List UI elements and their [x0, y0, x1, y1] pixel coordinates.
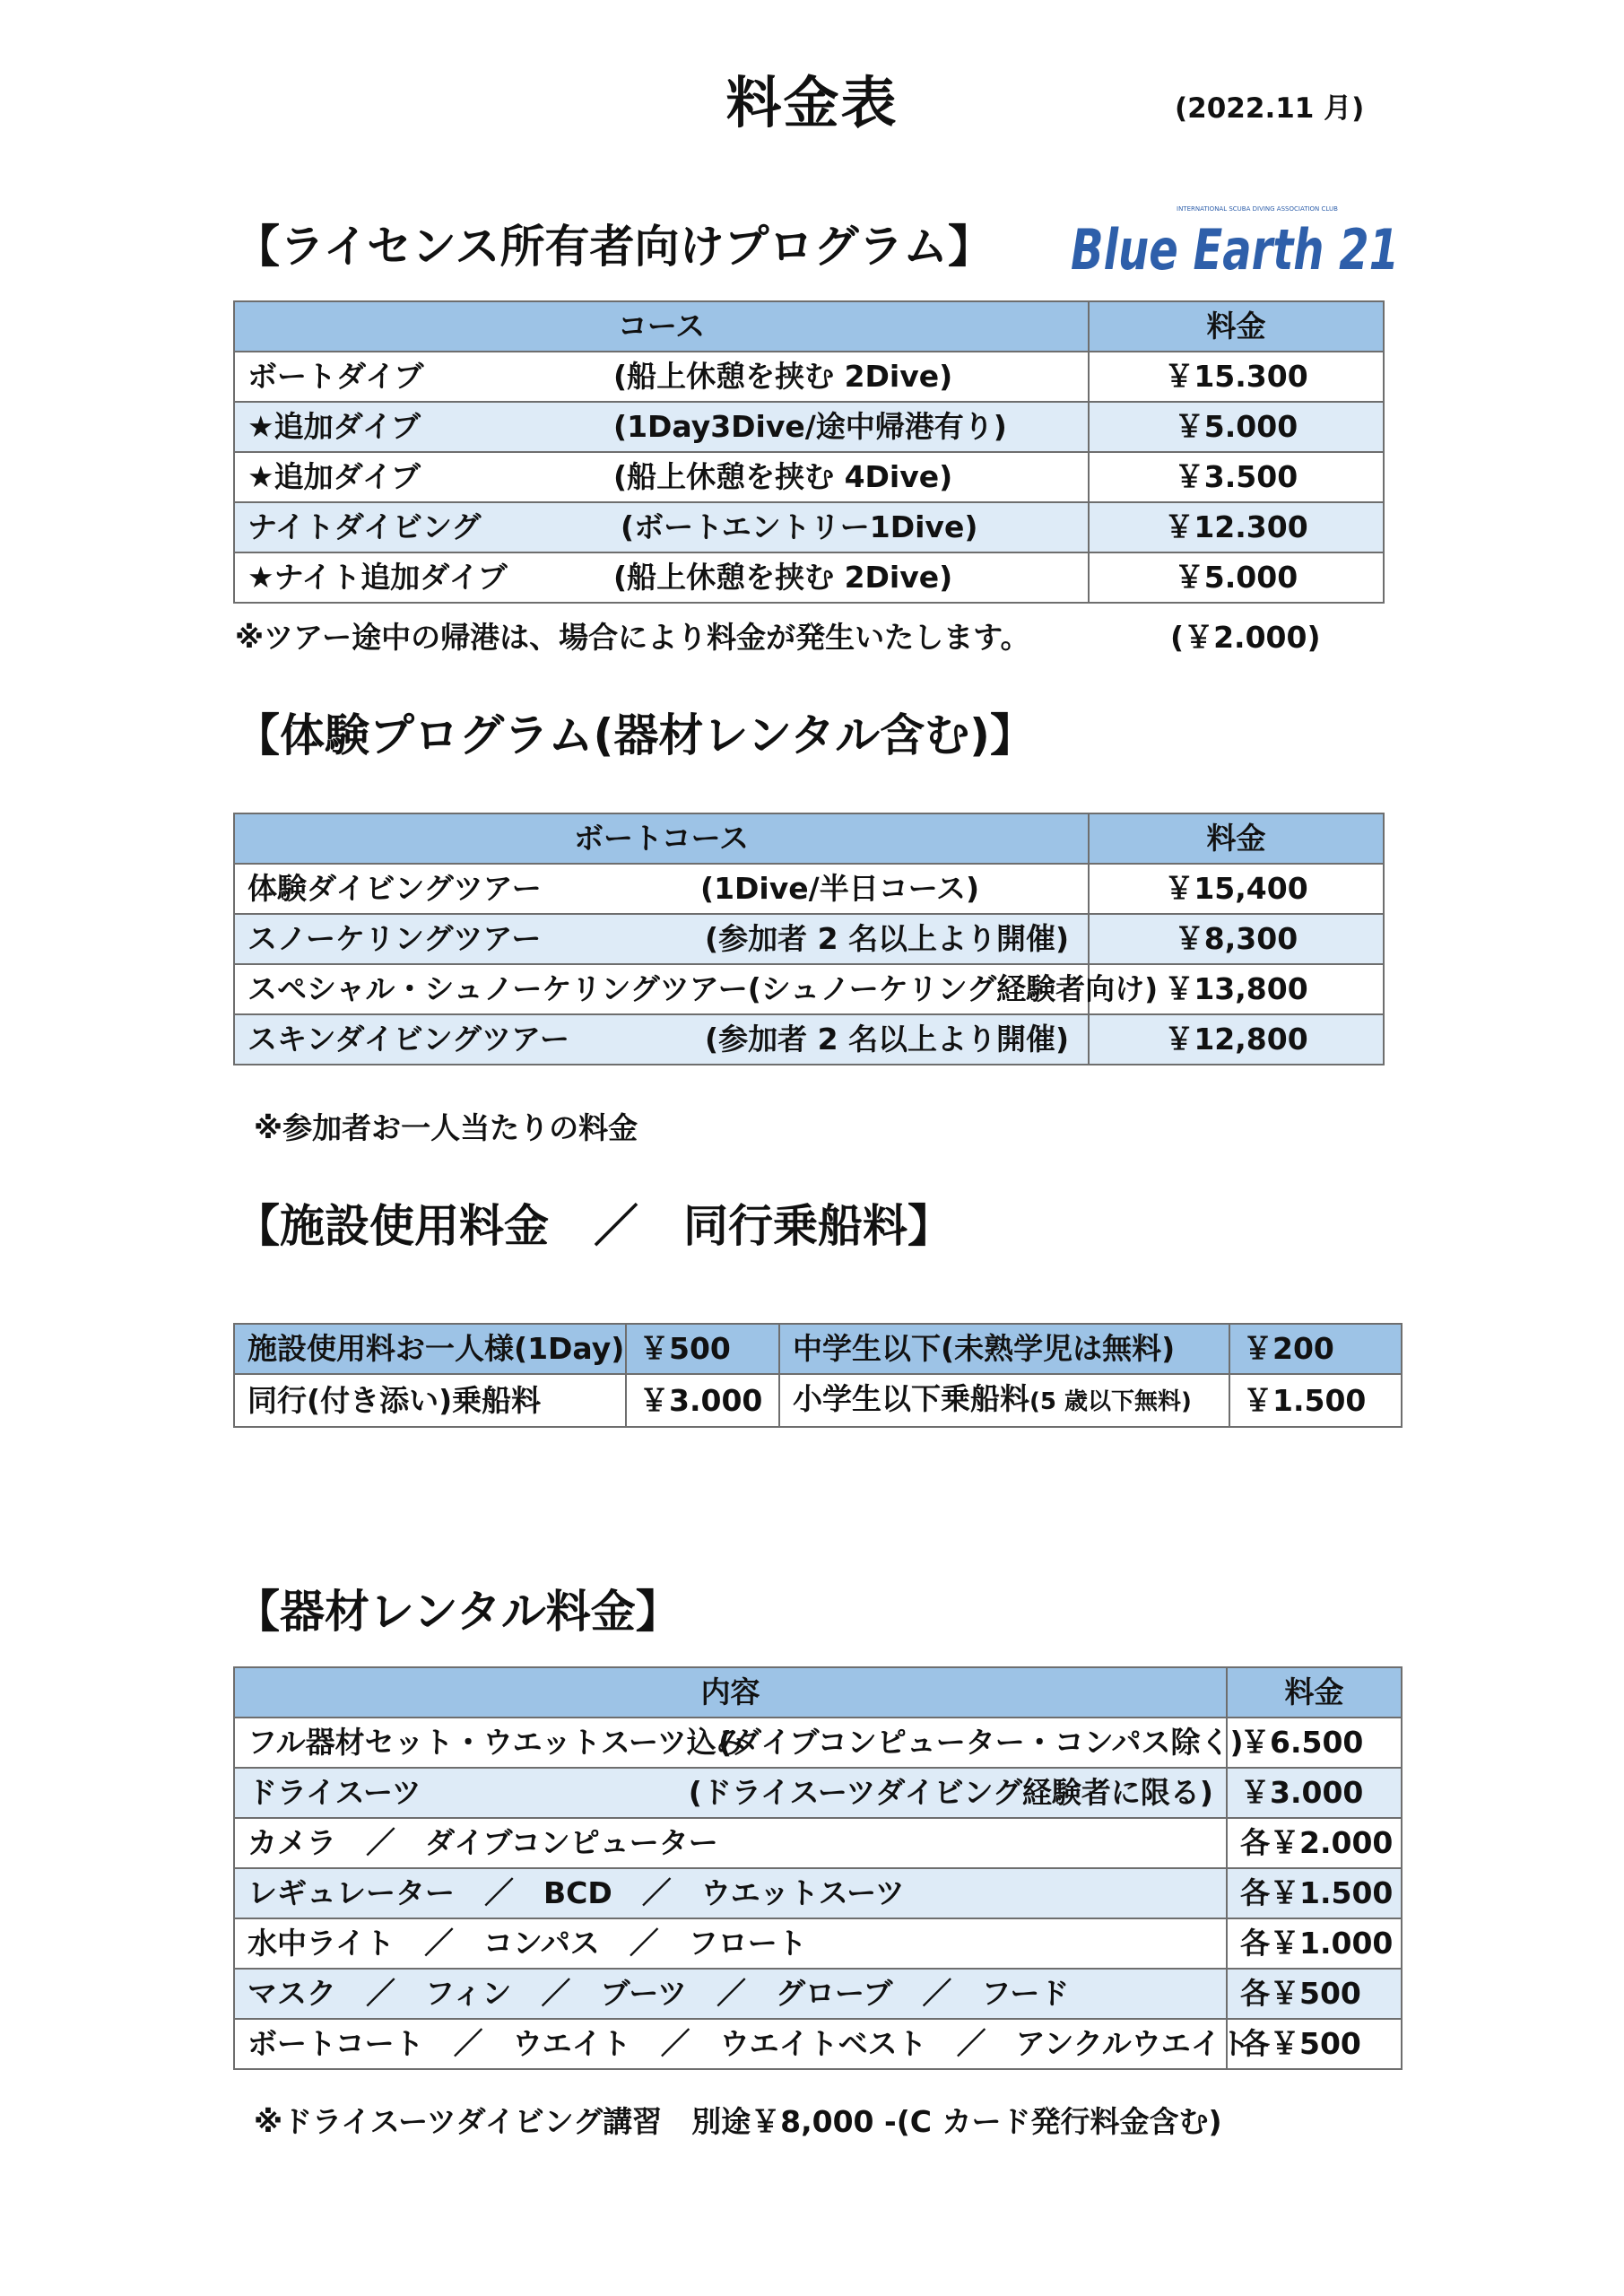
rental-table — [233, 1666, 1403, 2070]
program-detail: (シュノーケリング経験者向け) — [747, 971, 1159, 1006]
course-name: ★追加ダイブ — [248, 459, 421, 494]
rental-price: 各￥500 — [1227, 1969, 1402, 2019]
rental-price: 各￥500 — [1227, 2019, 1402, 2069]
program-name: スノーケリングツアー — [248, 921, 542, 956]
col-price: 料金 — [1089, 813, 1384, 864]
rental-item: ボートコート ／ ウエイト ／ ウエイトベスト ／ アンクルウエイト — [234, 2019, 1227, 2069]
table-row — [234, 1718, 1402, 1768]
table-row — [234, 452, 1384, 502]
course-name: ボートダイブ — [248, 359, 424, 394]
experience-header-row — [234, 813, 1384, 864]
facility-fee-price: ￥500 — [626, 1324, 779, 1374]
rental-header-row — [234, 1667, 1402, 1718]
program-detail: (1Dive/半日コース) — [700, 871, 980, 906]
course-detail: (ボートエントリー1Dive) — [621, 509, 978, 544]
rental-heading: 【器材レンタル料金】 — [235, 1586, 681, 1638]
logo-tagline: INTERNATIONAL SCUBA DIVING ASSOCIATION CLUB — [1177, 205, 1338, 213]
table-row — [234, 402, 1384, 452]
rental-item: マスク ／ フィン ／ ブーツ ／ グローブ ／ フード — [234, 1969, 1227, 2019]
table-row — [234, 1768, 1402, 1818]
table-row — [234, 1818, 1402, 1868]
table-row — [234, 1374, 1402, 1427]
rental-detail: (ドライスーツダイビング経験者に限る) — [688, 1775, 1213, 1810]
table-row — [234, 352, 1384, 402]
program-price: ￥13,800 — [1089, 964, 1384, 1014]
table-row — [234, 914, 1384, 964]
license-note: ※ツアー途中の帰港は、場合により料金が発生いたします。 — [235, 620, 1030, 655]
course-name: ★追加ダイブ — [248, 409, 421, 444]
course-name: ★ナイト追加ダイブ — [248, 560, 508, 595]
table-row — [234, 964, 1384, 1014]
rental-price: 各￥2.000 — [1227, 1818, 1402, 1868]
rental-price: ￥3.000 — [1227, 1768, 1402, 1818]
program-name: 体験ダイビングツアー — [248, 871, 542, 906]
program-name: スキンダイビングツアー — [248, 1022, 570, 1057]
program-detail: (参加者 2 名以上より開催) — [705, 1022, 1070, 1057]
table-row — [234, 2019, 1402, 2069]
rental-price: ￥6.500 — [1227, 1718, 1402, 1768]
companion-fee-price: ￥3.000 — [626, 1374, 779, 1427]
companion-fee-label: 同行(付き添い)乗船料 — [234, 1374, 626, 1427]
rental-item: レギュレーター ／ BCD ／ ウエットスーツ — [234, 1868, 1227, 1918]
col-boat-course: ボートコース — [234, 813, 1089, 864]
course-price: ￥3.500 — [1089, 452, 1384, 502]
date-label: (2022.11 月) — [1175, 92, 1365, 125]
program-name: スペシャル・シュノーケリングツアー — [248, 971, 748, 1006]
license-note-price: (￥2.000) — [1170, 620, 1321, 655]
rental-note: ※ドライスーツダイビング講習 別途￥8,000 -(C カード発行料金含む) — [254, 2104, 1222, 2139]
course-price: ￥5.000 — [1089, 402, 1384, 452]
experience-heading: 【体験プログラム(器材レンタル含む)】 — [235, 709, 1035, 761]
table-row — [234, 1969, 1402, 2019]
facility-table — [233, 1323, 1403, 1428]
course-name: ナイトダイビング — [248, 509, 482, 544]
table-row — [234, 1868, 1402, 1918]
col-content: 内容 — [234, 1667, 1227, 1718]
program-detail: (参加者 2 名以上より開催) — [705, 921, 1070, 956]
table-row — [234, 1918, 1402, 1969]
child-fee-label: 小学生以下乗船料 — [793, 1381, 1029, 1416]
col-course: コース — [234, 301, 1089, 352]
license-header-row — [234, 301, 1384, 352]
page-title: 料金表 — [725, 70, 899, 135]
logo-text: Blue Earth 21 — [1071, 217, 1399, 283]
experience-table — [233, 813, 1385, 1065]
rental-item: ドライスーツ — [248, 1775, 421, 1810]
license-table — [233, 300, 1385, 604]
course-detail: (1Day3Dive/途中帰港有り) — [613, 409, 1007, 444]
child-fee-cell — [779, 1374, 1229, 1427]
table-row — [234, 1014, 1384, 1065]
facility-fee-label: 施設使用料お一人様(1Day) — [234, 1324, 626, 1374]
rental-price: 各￥1.500 — [1227, 1868, 1402, 1918]
junior-fee-label: 中学生以下(未熟学児は無料) — [779, 1324, 1229, 1374]
course-detail: (船上休憩を挟む 4Dive) — [613, 459, 953, 494]
program-price: ￥12,800 — [1089, 1014, 1384, 1065]
facility-heading: 【施設使用料金 ／ 同行乗船料】 — [235, 1200, 952, 1252]
experience-note: ※参加者お一人当たりの料金 — [254, 1110, 638, 1145]
course-detail: (船上休憩を挟む 2Dive) — [613, 359, 953, 394]
table-row — [234, 864, 1384, 914]
table-row — [234, 502, 1384, 552]
rental-item: カメラ ／ ダイブコンピューター — [234, 1818, 1227, 1868]
rental-item: 水中ライト ／ コンパス ／ フロート — [234, 1918, 1227, 1969]
course-price: ￥12.300 — [1089, 502, 1384, 552]
rental-item: フル器材セット・ウエットスーツ込み — [248, 1725, 746, 1760]
program-price: ￥8,300 — [1089, 914, 1384, 964]
col-price: 料金 — [1227, 1667, 1402, 1718]
junior-fee-price: ￥200 — [1229, 1324, 1402, 1374]
program-price: ￥15,400 — [1089, 864, 1384, 914]
course-price: ￥5.000 — [1089, 552, 1384, 603]
course-price: ￥15.300 — [1089, 352, 1384, 402]
blue-earth-21-logo — [1069, 199, 1403, 285]
child-fee-price: ￥1.500 — [1229, 1374, 1402, 1427]
license-heading: 【ライセンス所有者向けプログラム】 — [235, 221, 993, 273]
course-detail: (船上休憩を挟む 2Dive) — [613, 560, 953, 595]
col-price: 料金 — [1089, 301, 1384, 352]
child-fee-note: (5 歳以下無料) — [1029, 1388, 1192, 1415]
table-row — [234, 1324, 1402, 1374]
rental-detail: (ダイブコンピューター・コンパス除く) — [718, 1725, 1244, 1760]
rental-price: 各￥1.000 — [1227, 1918, 1402, 1969]
table-row — [234, 552, 1384, 603]
